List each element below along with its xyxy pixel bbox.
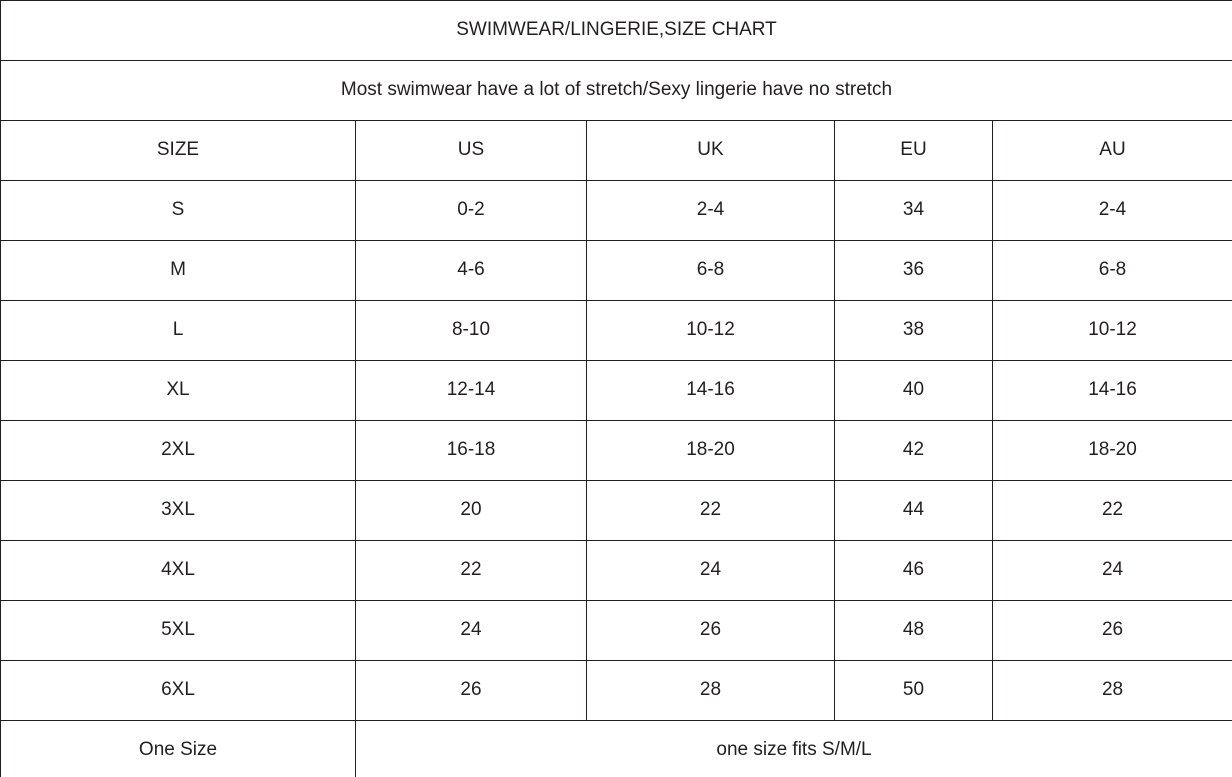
cell-uk: 22: [587, 481, 835, 541]
cell-size: 6XL: [1, 661, 356, 721]
cell-size: 3XL: [1, 481, 356, 541]
cell-size: M: [1, 241, 356, 301]
cell-eu: 46: [835, 541, 993, 601]
table-row: [1, 661, 1232, 721]
cell-us: 4-6: [356, 241, 587, 301]
table-row: [1, 601, 1232, 661]
cell-us: 0-2: [356, 181, 587, 241]
table-row: [1, 241, 1232, 301]
cell-size: 4XL: [1, 541, 356, 601]
chart-title: SWIMWEAR/LINGERIE,SIZE CHART: [1, 1, 1232, 61]
cell-us: 24: [356, 601, 587, 661]
table-header-row: [1, 121, 1232, 181]
cell-uk: 28: [587, 661, 835, 721]
table-subtitle-row: [1, 61, 1232, 121]
table-row: [1, 361, 1232, 421]
cell-uk: 6-8: [587, 241, 835, 301]
cell-au: 2-4: [993, 181, 1232, 241]
cell-uk: 26: [587, 601, 835, 661]
cell-uk: 10-12: [587, 301, 835, 361]
cell-eu: 44: [835, 481, 993, 541]
cell-uk: 24: [587, 541, 835, 601]
cell-eu: 34: [835, 181, 993, 241]
cell-size: S: [1, 181, 356, 241]
cell-uk: 18-20: [587, 421, 835, 481]
cell-au: 22: [993, 481, 1232, 541]
cell-au: 6-8: [993, 241, 1232, 301]
cell-eu: 50: [835, 661, 993, 721]
cell-eu: 40: [835, 361, 993, 421]
cell-au: 18-20: [993, 421, 1232, 481]
cell-size: 5XL: [1, 601, 356, 661]
column-header-eu: EU: [835, 121, 993, 181]
column-header-uk: UK: [587, 121, 835, 181]
chart-subtitle: Most swimwear have a lot of stretch/Sexy lingerie have no stretch: [1, 61, 1232, 121]
cell-eu: 42: [835, 421, 993, 481]
table-footer-row: [1, 721, 1232, 777]
table-row: [1, 181, 1232, 241]
cell-us: 26: [356, 661, 587, 721]
column-header-size: SIZE: [1, 121, 356, 181]
cell-eu: 38: [835, 301, 993, 361]
cell-au: 10-12: [993, 301, 1232, 361]
cell-size: 2XL: [1, 421, 356, 481]
cell-uk: 2-4: [587, 181, 835, 241]
table-row: [1, 421, 1232, 481]
column-header-us: US: [356, 121, 587, 181]
cell-size: L: [1, 301, 356, 361]
table-row: [1, 541, 1232, 601]
cell-au: 26: [993, 601, 1232, 661]
cell-us: 16-18: [356, 421, 587, 481]
column-header-au: AU: [993, 121, 1232, 181]
table-row: [1, 301, 1232, 361]
table-row: [1, 481, 1232, 541]
cell-eu: 48: [835, 601, 993, 661]
cell-us: 22: [356, 541, 587, 601]
cell-eu: 36: [835, 241, 993, 301]
cell-us: 8-10: [356, 301, 587, 361]
cell-us: 20: [356, 481, 587, 541]
cell-uk: 14-16: [587, 361, 835, 421]
cell-us: 12-14: [356, 361, 587, 421]
cell-au: 24: [993, 541, 1232, 601]
cell-au: 14-16: [993, 361, 1232, 421]
cell-au: 28: [993, 661, 1232, 721]
cell-size: XL: [1, 361, 356, 421]
table-title-row: [1, 1, 1232, 61]
one-size-label: One Size: [1, 721, 356, 777]
one-size-value: one size fits S/M/L: [356, 721, 1232, 777]
